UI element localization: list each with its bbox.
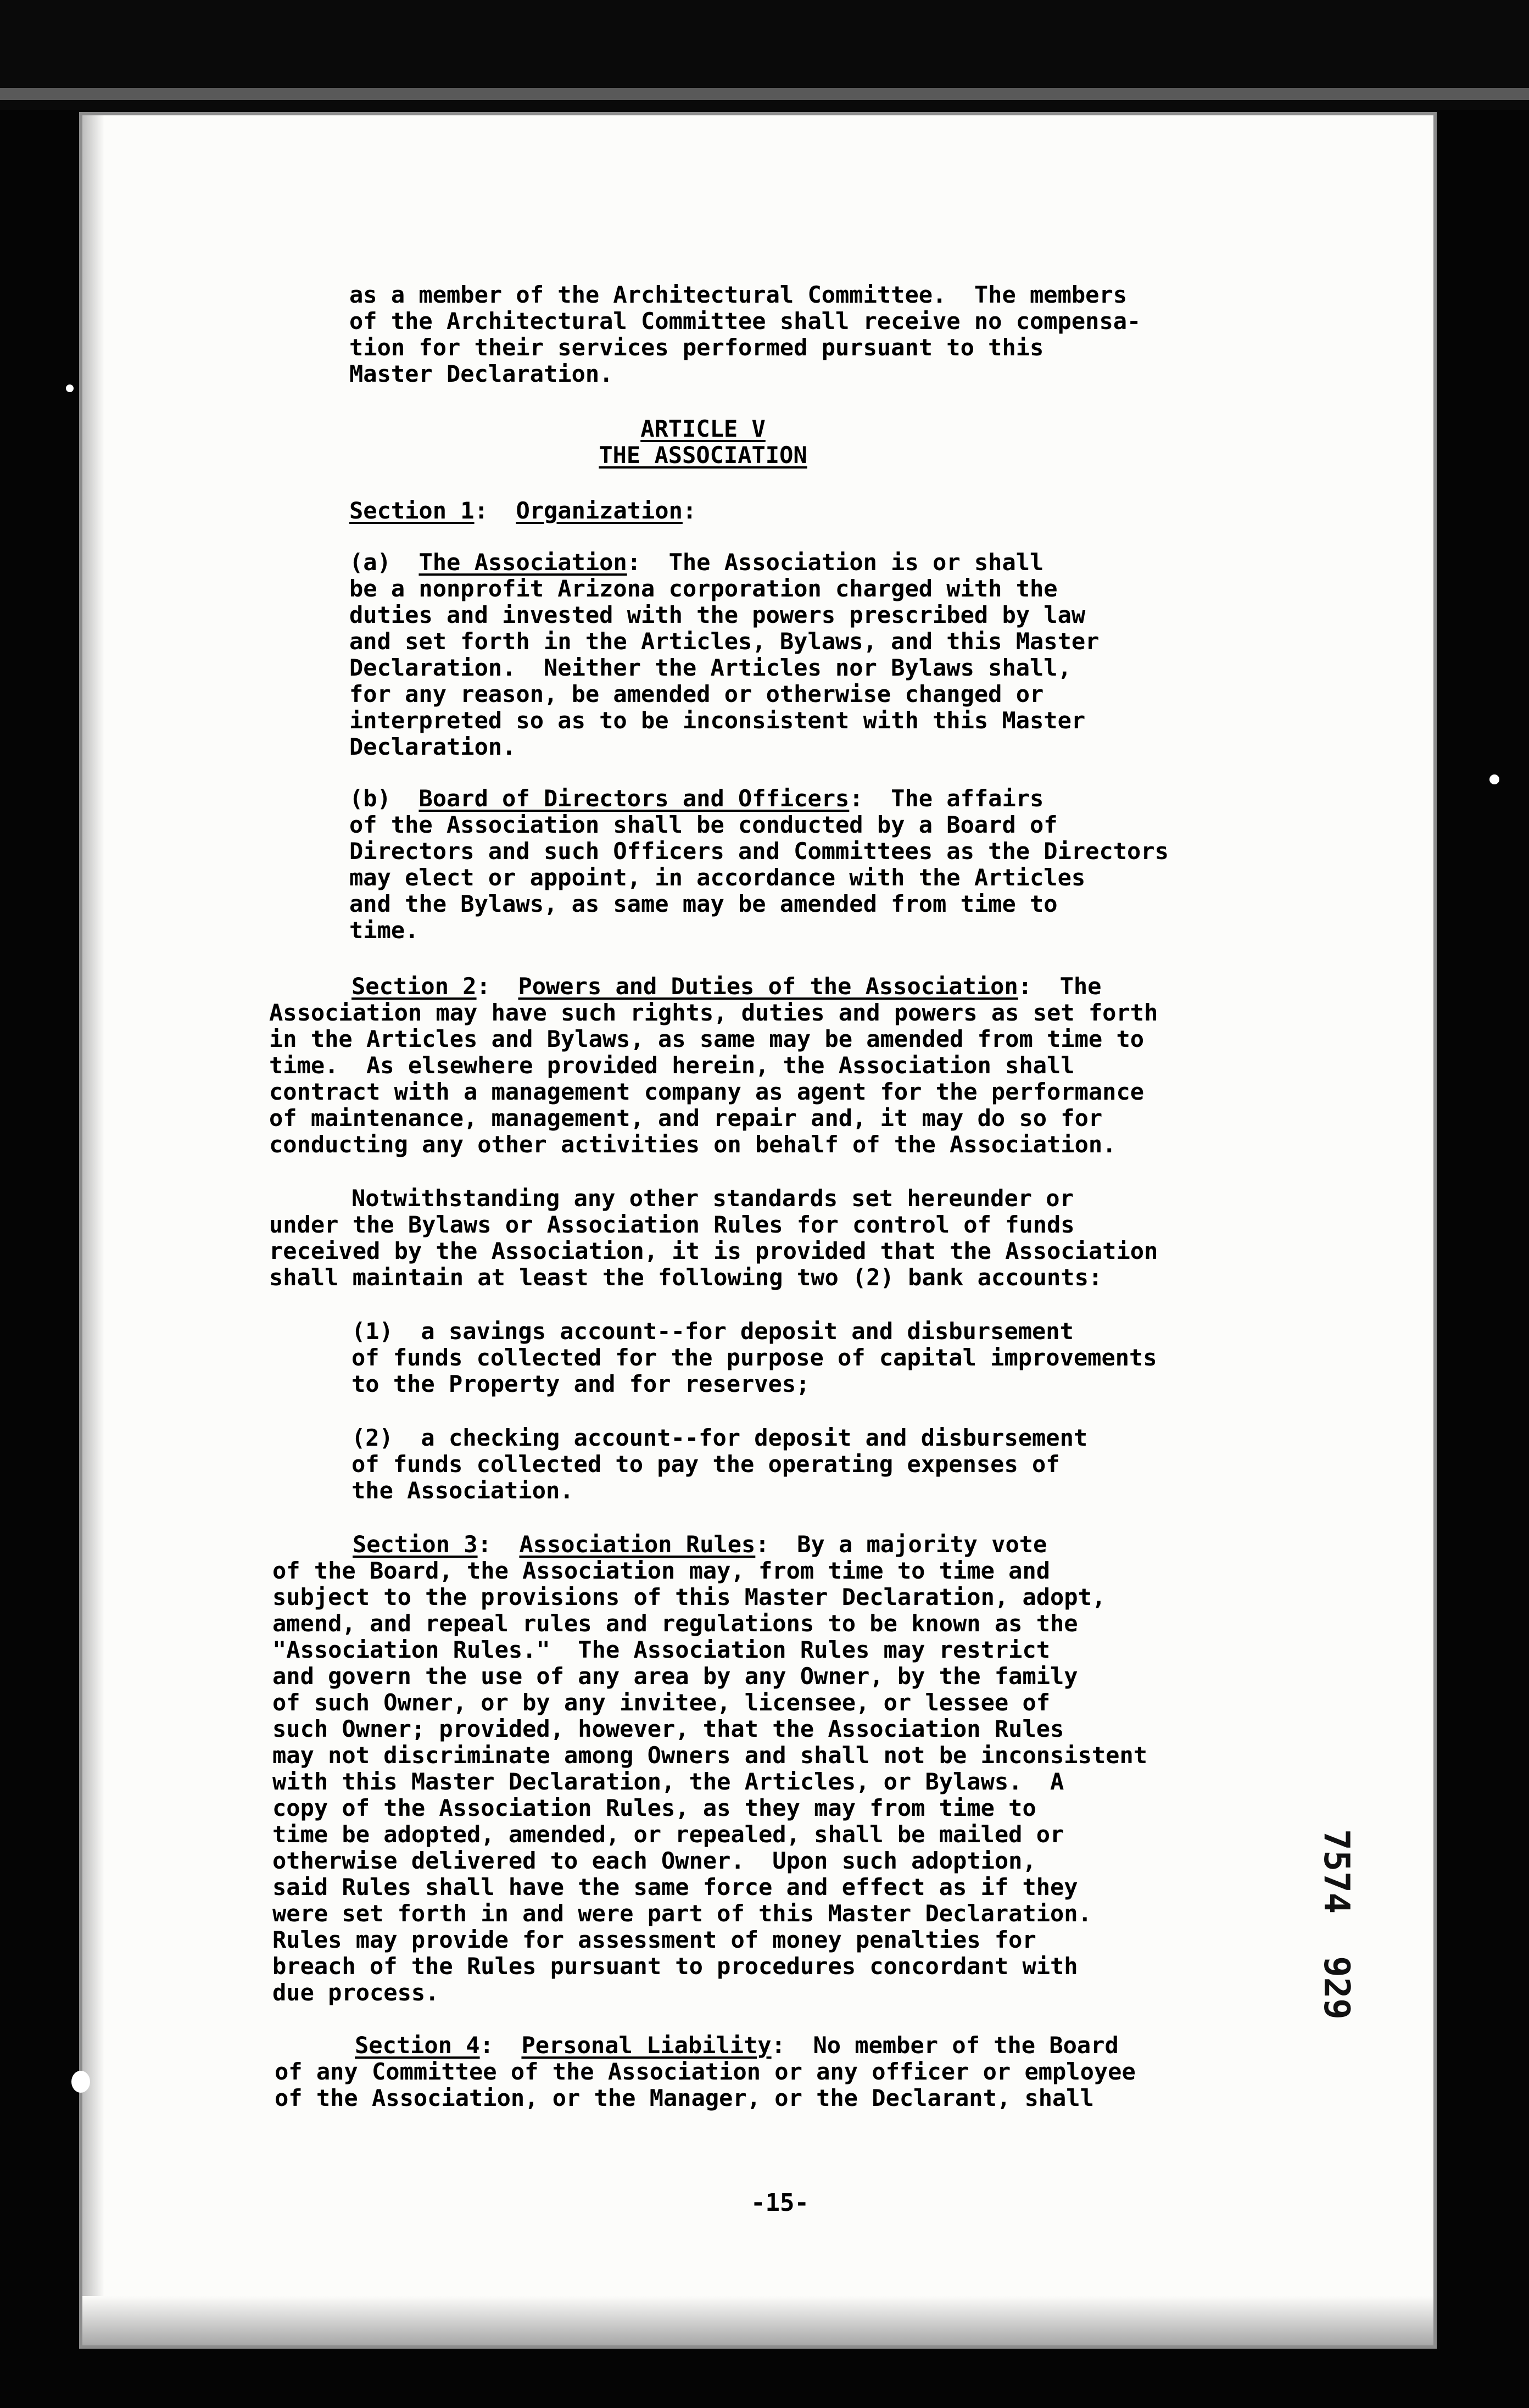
intro-line-1: as a member of the Architectural Committee. The members — [349, 281, 1128, 308]
section1a-line-5: Declaration. Neither the Articles nor Bylaws shall, — [349, 654, 1072, 681]
scan-speck — [1489, 774, 1499, 784]
section1a-title: The Association — [418, 549, 627, 576]
section2-line-6: of maintenance, management, and repair and, it may do so for — [269, 1105, 1103, 1131]
article-subtitle: THE ASSOCIATION — [599, 442, 807, 469]
section3-line-10: with this Master Declaration, the Articles, or Bylaws. A — [272, 1768, 1064, 1795]
section4-label: Section 4 — [355, 2032, 480, 2059]
section2-heading: Section 2: Powers and Duties of the Association: The — [351, 973, 1102, 1000]
notwithstanding-line-2: under the Bylaws or Association Rules for control of funds — [269, 1211, 1075, 1238]
section3-line-12: time be adopted, amended, or repealed, shall be mailed or — [272, 1821, 1064, 1848]
item1-line-2: of funds collected for the purpose of capital improvements — [351, 1344, 1157, 1371]
section1b-line-1: The affairs — [891, 785, 1044, 812]
section1b-line-3: Directors and such Officers and Committees as the Directors — [349, 838, 1169, 865]
section2-line-4: time. As elsewhere provided herein, the Association shall — [269, 1052, 1075, 1079]
section3-heading: Section 3: Association Rules: By a majority vote — [353, 1531, 1047, 1558]
section3-line-6: and govern the use of any area by any Owner, by the family — [272, 1663, 1078, 1690]
section3-line-15: were set forth in and were part of this Master Declaration. — [272, 1900, 1092, 1927]
notwithstanding-line-3: received by the Association, it is provided that the Association — [269, 1238, 1158, 1264]
section1a-marker: (a) — [349, 549, 391, 576]
notwithstanding-line-1: Notwithstanding any other standards set hereunder or — [351, 1185, 1074, 1212]
section2-line-7: conducting any other activities on behalf of the Association. — [269, 1131, 1117, 1158]
section3-line-4: amend, and repeal rules and regulations to be known as the — [272, 1610, 1078, 1637]
item2-line-3: the Association. — [351, 1477, 574, 1504]
section3-title: Association Rules — [519, 1531, 756, 1558]
section1-heading: Section 1: Organization: — [349, 497, 697, 524]
item2-line-2: of funds collected to pay the operating expenses of — [351, 1451, 1060, 1478]
section1a-line-4: and set forth in the Articles, Bylaws, and this Master — [349, 628, 1100, 655]
scan-speck — [71, 2071, 90, 2093]
item1-line-3: to the Property and for reserves; — [351, 1370, 810, 1397]
section2-title: Powers and Duties of the Association — [518, 973, 1018, 1000]
section1a-line-6: for any reason, be amended or otherwise changed or — [349, 681, 1044, 707]
margin-recording-stamp: 7574 929 — [1316, 1829, 1357, 2020]
section3-line-17: breach of the Rules pursuant to procedures concordant with — [272, 1953, 1078, 1980]
page-left-shadow — [82, 115, 104, 2345]
section3-line-7: of such Owner, or by any invitee, licensee, or lessee of — [272, 1689, 1051, 1716]
intro-line-2: of the Architectural Committee shall receive no compensa- — [349, 308, 1141, 335]
section3-line-16: Rules may provide for assessment of money penalties for — [272, 1926, 1036, 1953]
section1b-line-2: of the Association shall be conducted by a Board of — [349, 811, 1058, 838]
section1b-line-6: time. — [349, 917, 419, 944]
section4-line-1: No member of the Board — [813, 2032, 1119, 2059]
section4-line-2: of any Committee of the Association or any officer or employee — [275, 2058, 1136, 2085]
section3-line-14: said Rules shall have the same force and effect as if they — [272, 1874, 1078, 1900]
section1-title: Organization — [516, 497, 683, 524]
section3-line-8: such Owner; provided, however, that the Association Rules — [272, 1715, 1064, 1742]
section1a-line-3: duties and invested with the powers prescribed by law — [349, 601, 1086, 628]
section3-line-3: subject to the provisions of this Master Declaration, adopt, — [272, 1584, 1106, 1610]
scan-top-border — [0, 0, 1529, 110]
section1b-heading: (b) Board of Directors and Officers: The affairs — [349, 785, 1044, 812]
section3-line-9: may not discriminate among Owners and shall not be inconsistent — [272, 1742, 1148, 1769]
item2-line-1: (2) a checking account--for deposit and disbursement — [351, 1424, 1088, 1451]
section3-line-5: "Association Rules." The Association Rules may restrict — [272, 1636, 1051, 1663]
section3-label: Section 3 — [353, 1531, 478, 1558]
section1b-marker: (b) — [349, 785, 391, 812]
section4-title: Personal Liability — [521, 2032, 772, 2059]
section2-label: Section 2 — [351, 973, 477, 1000]
item1-line-1: (1) a savings account--for deposit and disbursement — [351, 1318, 1074, 1345]
section3-line-11: copy of the Association Rules, as they may from time to — [272, 1794, 1036, 1821]
intro-line-4: Master Declaration. — [349, 360, 613, 387]
section1b-line-5: and the Bylaws, as same may be amended from time to — [349, 890, 1058, 917]
section3-line-18: due process. — [272, 1979, 439, 2006]
section1a-line-2: be a nonprofit Arizona corporation charged with the — [349, 575, 1058, 602]
section4-line-3: of the Association, or the Manager, or the Declarant, shall — [275, 2084, 1094, 2111]
section1b-line-4: may elect or appoint, in accordance with the Articles — [349, 864, 1086, 891]
section3-line-1: By a majority vote — [797, 1531, 1047, 1558]
section2-line-5: contract with a management company as agent for the performance — [269, 1078, 1145, 1105]
section3-line-13: otherwise delivered to each Owner. Upon such adoption, — [272, 1847, 1036, 1874]
page-bottom-shadow — [82, 2296, 1433, 2345]
section1b-title: Board of Directors and Officers — [418, 785, 850, 812]
intro-line-3: tion for their services performed pursuant to this — [349, 334, 1044, 361]
page-number: -15- — [751, 2189, 809, 2217]
section1a-line-1: The Association is or shall — [668, 549, 1044, 576]
article-title: ARTICLE V — [640, 415, 766, 442]
section4-heading: Section 4: Personal Liability: No member of the Board — [355, 2032, 1119, 2059]
section2-line-3: in the Articles and Bylaws, as same may be amended from time to — [269, 1025, 1145, 1052]
section2-line-1: The — [1059, 973, 1102, 1000]
notwithstanding-line-4: shall maintain at least the following two (2) bank accounts: — [269, 1264, 1103, 1291]
section1a-line-7: interpreted so as to be inconsistent with this Master — [349, 707, 1086, 734]
section2-line-2: Association may have such rights, duties and powers as set forth — [269, 999, 1158, 1026]
section1a-heading: (a) The Association: The Association is or shall — [349, 549, 1044, 576]
section3-line-2: of the Board, the Association may, from time to time and — [272, 1557, 1051, 1584]
section1-label: Section 1 — [349, 497, 475, 524]
scan-speck — [66, 384, 74, 392]
section1a-line-8: Declaration. — [349, 733, 516, 760]
